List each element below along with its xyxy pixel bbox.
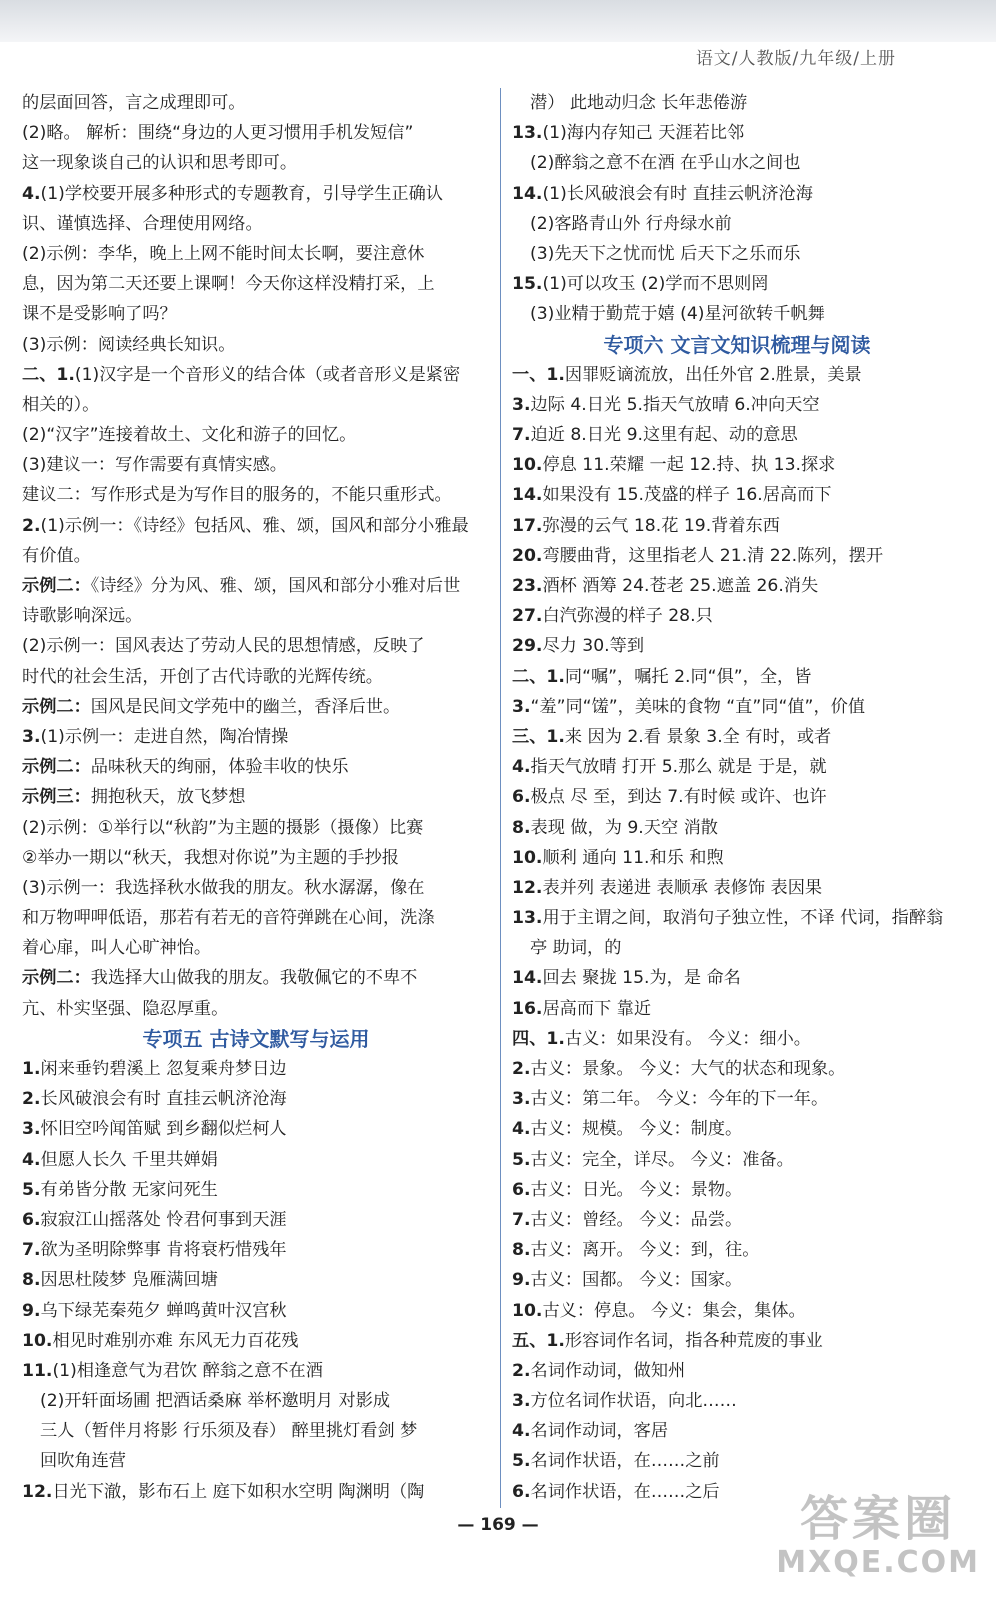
answer-text: 名词作动词，客居 <box>530 1421 669 1442</box>
item-number: 二、1. <box>512 666 565 687</box>
answer-text: 和万物呷呷低语，那若有若无的音符弹跳在心间，洗涤 <box>22 908 435 929</box>
answer-text: 白汽弥漫的样子 28.只 <box>542 606 713 627</box>
item-number: 13. <box>512 123 543 144</box>
answer-line <box>22 1265 490 1295</box>
answer-line <box>512 1145 962 1175</box>
answer-text: 亭 助词，的 <box>530 938 622 959</box>
item-number: 5. <box>512 1451 531 1472</box>
item-number: 10. <box>512 455 543 476</box>
answer-text: 停息 11.荣耀 一起 12.持、执 13.探求 <box>542 455 836 476</box>
section-heading: 专项五 古诗文默写与运用 <box>142 1026 370 1051</box>
answer-text: 古义：第二年。 今义：今年的下一年。 <box>530 1089 829 1110</box>
answer-line <box>512 299 962 329</box>
answer-text: (2)略。 解析：围绕“身边的人更习惯用手机发短信” <box>22 123 414 144</box>
item-number: 4. <box>22 183 41 204</box>
column-divider <box>500 88 501 1508</box>
answer-text: (2)开轩面场圃 把酒话桑麻 举杯邀明月 对影成 <box>40 1391 391 1412</box>
answer-line <box>22 179 490 209</box>
item-number: 3. <box>22 1119 41 1140</box>
answer-line <box>512 1416 962 1446</box>
item-number: 9. <box>22 1300 41 1321</box>
item-number: 3. <box>512 394 531 415</box>
answer-line <box>22 1386 490 1416</box>
item-number: 二、1. <box>22 364 75 385</box>
answer-line <box>512 450 962 480</box>
item-number: 示例二： <box>22 968 91 989</box>
answer-text: 方位名词作状语，向北…… <box>530 1391 737 1412</box>
answer-text: (3)业精于勤荒于嬉 (4)星河欲转千帆舞 <box>530 304 825 325</box>
answer-line <box>512 963 962 993</box>
item-number: 6. <box>512 1179 531 1200</box>
answer-text: 息，因为第二天还要上课啊！今天你这样没精打采，上 <box>22 274 435 295</box>
answer-line <box>512 239 962 269</box>
answer-text: 乌下绿芜秦苑夕 蝉鸣黄叶汉宫秋 <box>40 1300 287 1321</box>
answer-line <box>512 360 962 390</box>
answer-line <box>512 1024 962 1054</box>
answer-text: 名词作动词，做知州 <box>530 1360 686 1381</box>
answer-line <box>22 1205 490 1235</box>
item-number: 5. <box>512 1149 531 1170</box>
answer-text: (1)可以攻玉 (2)学而不思则罔 <box>542 274 769 295</box>
answer-text: (2)客路青山外 行舟绿水前 <box>530 213 732 234</box>
item-number: 17. <box>512 515 543 536</box>
answer-text: 用于主谓之间，取消句子独立性，不译 代词，指醉翁 <box>542 908 944 929</box>
item-number: 4. <box>512 757 531 778</box>
item-number: 示例二： <box>22 696 91 717</box>
item-number: 13. <box>512 908 543 929</box>
item-number: 4. <box>22 1149 41 1170</box>
answer-text: 古义：日光。 今义：景物。 <box>530 1179 743 1200</box>
answer-line <box>22 933 490 963</box>
item-number: 8. <box>512 817 531 838</box>
item-number: 五、1. <box>512 1330 565 1351</box>
answer-text: 日光下澈，影布石上 庭下如积水空明 陶渊明（陶 <box>52 1481 425 1502</box>
answer-text: 课不是受影响了吗？ <box>22 304 177 325</box>
answer-line <box>512 1114 962 1144</box>
item-number: 8. <box>22 1270 41 1291</box>
item-number: 29. <box>512 636 543 657</box>
answer-line <box>22 1145 490 1175</box>
watermark <box>776 1480 980 1580</box>
answer-line <box>22 1477 490 1507</box>
answer-line <box>512 1205 962 1235</box>
answer-text: 寂寂江山摇落处 怜君何事到天涯 <box>40 1209 287 1230</box>
item-number: 示例三： <box>22 787 91 808</box>
answer-text: 因思杜陵梦 凫雁满回塘 <box>40 1270 218 1291</box>
item-number: 9. <box>512 1270 531 1291</box>
answer-text: 指天气放晴 打开 5.那么 就是 于是，就 <box>530 757 827 778</box>
answer-line <box>22 511 490 541</box>
answer-text: (1)示例一：走进自然，陶冶情操 <box>40 726 289 747</box>
item-number: 12. <box>512 877 543 898</box>
answer-text: 《诗经》分为风、雅、颂，国风和部分小雅对后世 <box>90 576 461 596</box>
answer-line <box>512 118 962 148</box>
answer-text: (3)示例一：我选择秋水做我的朋友。秋水潺潺，像在 <box>22 877 425 898</box>
answer-line <box>512 903 962 933</box>
answer-text: 极点 尽 至，到达 7.有时候 或许、也许 <box>530 787 827 808</box>
answer-line <box>512 1175 962 1205</box>
item-number: 示例二： <box>22 757 91 778</box>
answer-line <box>22 963 490 993</box>
answer-line <box>512 752 962 782</box>
answer-line <box>22 1416 490 1446</box>
answer-text: 闲来垂钓碧溪上 忽复乘舟梦日边 <box>40 1059 287 1079</box>
item-number: 2. <box>512 1059 531 1079</box>
answer-text: 国风是民间文学苑中的幽兰，香泽后世。 <box>90 696 401 717</box>
item-number: 四、1. <box>512 1028 565 1049</box>
answer-text: (2)“汉字”连接着故土、文化和游子的回忆。 <box>22 425 357 446</box>
answer-line <box>512 88 962 118</box>
item-number: 14. <box>512 968 543 989</box>
answer-text: 三人（暂伴月将影 行乐须及春） 醉里挑灯看剑 梦 <box>40 1421 418 1442</box>
answer-line <box>22 420 490 450</box>
item-number: 7. <box>22 1240 41 1261</box>
answer-line <box>22 601 490 631</box>
item-number: 3. <box>512 1391 531 1412</box>
answer-line <box>22 782 490 812</box>
answer-text: 拥抱秋天，放飞梦想 <box>90 787 246 808</box>
answer-text: 欲为圣明除弊事 肯将衰朽惜残年 <box>40 1240 287 1261</box>
answer-text: 迫近 8.日光 9.这里有起、动的意思 <box>530 425 798 446</box>
answer-line <box>22 994 490 1024</box>
answer-line <box>22 873 490 903</box>
item-number: 10. <box>512 1300 543 1321</box>
answer-text: 古义：景象。 今义：大气的状态和现象。 <box>530 1059 846 1079</box>
answer-text: ②举办一期以“秋天，我想对你说”为主题的手抄报 <box>22 847 399 868</box>
answer-text: 这一现象谈自己的认识和思考即可。 <box>22 153 298 174</box>
answer-text: 有弟皆分散 无家问死生 <box>40 1179 218 1200</box>
answer-line <box>512 420 962 450</box>
answer-text: 居高而下 靠近 <box>542 998 652 1019</box>
answer-line <box>22 118 490 148</box>
answer-line <box>22 813 490 843</box>
answer-line <box>22 1114 490 1144</box>
answer-line <box>512 601 962 631</box>
answer-text: (2)示例：①举行以“秋韵”为主题的摄影（摄像）比赛 <box>22 817 424 838</box>
answer-text: 名词作状语，在……之前 <box>530 1451 720 1472</box>
answer-line <box>22 1084 490 1114</box>
answer-text: 因罪贬谪流放，出任外官 2.胜景，美景 <box>564 364 862 385</box>
item-number: 6. <box>512 787 531 808</box>
item-number: 8. <box>512 1240 531 1261</box>
item-number: 4. <box>512 1421 531 1442</box>
answer-line <box>22 480 490 510</box>
answer-text: 古义：离开。 今义：到，往。 <box>530 1240 760 1261</box>
watermark-text: 答案圈 <box>800 1491 957 1547</box>
answer-text: (3)建议一：写作需要有真情实感。 <box>22 455 287 476</box>
answer-text: “羞”同“馐”，美味的食物 “直”同“值”，价值 <box>530 696 866 717</box>
page-number: — 169 — <box>457 1515 539 1535</box>
answer-line <box>512 148 962 178</box>
answer-text: (3)先天下之忧而忧 后天下之乐而乐 <box>530 243 801 264</box>
item-number: 11. <box>22 1360 53 1381</box>
answer-line <box>22 450 490 480</box>
left-column <box>22 88 490 1507</box>
answer-line <box>22 722 490 752</box>
item-number: 20. <box>512 545 543 566</box>
item-number: 23. <box>512 576 543 596</box>
answer-line <box>22 148 490 178</box>
answer-line <box>512 631 962 661</box>
answer-text: 识、谨慎选择、合理使用网络。 <box>22 213 263 234</box>
answer-line <box>22 209 490 239</box>
item-number: 12. <box>22 1481 53 1502</box>
answer-line <box>512 1235 962 1265</box>
answer-text: 怀旧空吟闻笛赋 到乡翻似烂柯人 <box>40 1119 287 1140</box>
answer-line <box>22 1446 490 1476</box>
answer-text: (2)示例：李华，晚上上网不能时间太长啊，要注意休 <box>22 243 425 264</box>
answer-line <box>22 1296 490 1326</box>
answer-text: (1)海内存知己 天涯若比邻 <box>542 123 745 144</box>
answer-text: 有价值。 <box>22 545 91 566</box>
answer-text: 我选择大山做我的朋友。我敬佩它的不卑不 <box>90 968 418 989</box>
answer-text: 古义：停息。 今义：集会，集体。 <box>542 1300 806 1321</box>
answer-text: 古义：如果没有。 今义：细小。 <box>564 1028 811 1049</box>
item-number: 27. <box>512 606 543 627</box>
item-number: 2. <box>512 1360 531 1381</box>
answer-line <box>512 1386 962 1416</box>
answer-text: (3)示例：阅读经典长知识。 <box>22 334 236 355</box>
answer-text: 边际 4.日光 5.指天气放晴 6.冲向天空 <box>530 394 820 415</box>
answer-text: 着心扉，叫人心旷神怡。 <box>22 938 212 959</box>
answer-text: 时代的社会生活，开创了古代诗歌的光辉传统。 <box>22 666 383 687</box>
answer-text: 亢、朴实坚强、隐忍厚重。 <box>22 998 229 1019</box>
answer-line <box>22 692 490 722</box>
answer-text: 建议二：写作形式是为写作目的服务的，不能只重形式。 <box>22 485 452 506</box>
answer-text: 品味秋天的绚丽，体验丰收的快乐 <box>90 757 349 778</box>
answer-text: 古义：曾经。 今义：品尝。 <box>530 1209 743 1230</box>
answer-line <box>512 541 962 571</box>
answer-line <box>22 239 490 269</box>
answer-line <box>512 1446 962 1476</box>
answer-text: 表现 做，为 9.天空 消散 <box>530 817 718 838</box>
answer-line <box>512 179 962 209</box>
answer-line <box>512 1356 962 1386</box>
answer-line <box>22 843 490 873</box>
answer-line <box>22 1175 490 1205</box>
answer-line <box>512 933 962 963</box>
answer-line <box>512 994 962 1024</box>
item-number: 15. <box>512 274 543 295</box>
answer-text: 同“嘱”，嘱托 2.同“俱”，全，皆 <box>564 666 812 687</box>
item-number: 3. <box>512 1089 531 1110</box>
answer-line <box>512 480 962 510</box>
answer-line <box>512 390 962 420</box>
answer-line <box>512 1084 962 1114</box>
answer-line <box>22 752 490 782</box>
answer-line <box>22 299 490 329</box>
answer-line <box>512 782 962 812</box>
right-column <box>512 88 962 1507</box>
answer-text: 古义：规模。 今义：制度。 <box>530 1119 743 1140</box>
answer-text: 顺利 通向 11.和乐 和煦 <box>542 847 724 868</box>
answer-line <box>512 1326 962 1356</box>
item-number: 14. <box>512 485 543 506</box>
answer-line <box>512 571 962 601</box>
item-number: 6. <box>512 1481 531 1502</box>
item-number: 一、1. <box>512 364 565 385</box>
item-number: 14. <box>512 183 543 204</box>
answer-line <box>22 1326 490 1356</box>
answer-text: (1)相逢意气为君饮 醉翁之意不在酒 <box>52 1360 323 1381</box>
answer-text: 形容词作名词，指各种荒废的事业 <box>564 1330 823 1351</box>
answer-line <box>512 873 962 903</box>
top-bar <box>0 0 996 42</box>
answer-line <box>22 390 490 420</box>
answer-line <box>512 269 962 299</box>
answer-line <box>512 1296 962 1326</box>
answer-text: 来 因为 2.看 景象 3.全 有时，或者 <box>564 726 832 747</box>
answer-text: 诗歌影响深远。 <box>22 606 143 627</box>
answer-text: (1)学校要开展多种形式的专题教育，引导学生正确认 <box>40 183 443 204</box>
subject-tag: 语文/人教版/九年级/上册 <box>695 49 896 69</box>
item-number: 5. <box>22 1179 41 1200</box>
answer-line <box>512 722 962 752</box>
answer-text: 长风破浪会有时 直挂云帆济沧海 <box>40 1089 287 1110</box>
answer-text: 但愿人长久 千里共婵娟 <box>40 1149 218 1170</box>
answer-line <box>22 88 490 118</box>
answer-text: 回去 聚拢 15.为，是 命名 <box>542 968 741 989</box>
answer-line <box>512 843 962 873</box>
item-number: 示例二： <box>22 576 91 596</box>
answer-line <box>512 813 962 843</box>
item-number: 三、1. <box>512 726 565 747</box>
answer-line <box>512 1265 962 1295</box>
answer-text: 相见时难别亦难 东风无力百花残 <box>52 1330 299 1351</box>
answer-text: 弥漫的云气 18.花 19.背着东西 <box>542 515 780 536</box>
answer-line <box>512 511 962 541</box>
answer-text: 古义：完全，详尽。 今义：准备。 <box>530 1149 794 1170</box>
section-heading: 专项六 文言文知识梳理与阅读 <box>603 332 871 357</box>
answer-text: 表并列 表递进 表顺承 表修饰 表因果 <box>542 877 823 898</box>
answer-line <box>512 662 962 692</box>
answer-text: 如果没有 15.茂盛的样子 16.居高而下 <box>542 485 832 506</box>
answer-line <box>22 360 490 390</box>
answer-text: (1)长风破浪会有时 直挂云帆济沧海 <box>542 183 813 204</box>
answer-line <box>22 1054 490 1084</box>
answer-line <box>22 1356 490 1386</box>
answer-line <box>22 330 490 360</box>
answer-line <box>22 662 490 692</box>
answer-line <box>22 269 490 299</box>
answer-text: 名词作状语，在……之后 <box>530 1481 720 1502</box>
item-number: 2. <box>22 515 41 536</box>
answer-text: 酒杯 酒筹 24.苍老 25.遮盖 26.消失 <box>542 576 819 596</box>
item-number: 4. <box>512 1119 531 1140</box>
item-number: 2. <box>22 1089 41 1110</box>
item-number: 7. <box>512 1209 531 1230</box>
answer-text: 古义：国都。 今义：国家。 <box>530 1270 743 1291</box>
answer-text: 回吹角连营 <box>40 1451 126 1472</box>
answer-text: 的层面回答，言之成理即可。 <box>22 93 246 113</box>
answer-text: 尽力 30.等到 <box>542 636 645 657</box>
answer-text: (2)示例一：国风表达了劳动人民的思想情感，反映了 <box>22 636 425 657</box>
answer-text: 相关的）。 <box>22 394 100 415</box>
answer-line <box>22 541 490 571</box>
answer-line <box>22 903 490 933</box>
answer-line <box>22 631 490 661</box>
item-number: 3. <box>22 726 41 747</box>
answer-text: (2)醉翁之意不在酒 在乎山水之间也 <box>530 153 801 174</box>
item-number: 6. <box>22 1209 41 1230</box>
answer-line <box>512 209 962 239</box>
watermark-url: MXQE.COM <box>776 1545 980 1580</box>
item-number: 3. <box>512 696 531 717</box>
answer-text: (1)汉字是一个音形义的结合体（或者音形义是紧密 <box>74 364 461 385</box>
answer-text: (1)示例一：《诗经》包括风、雅、颂，国风和部分小雅最 <box>40 515 469 536</box>
answer-text: 弯腰曲背，这里指老人 21.清 22.陈列，摆开 <box>542 545 884 566</box>
answer-text: 潜） 此地动归念 长年悲倦游 <box>530 93 748 113</box>
item-number: 10. <box>512 847 543 868</box>
item-number: 16. <box>512 998 543 1019</box>
answer-line <box>512 692 962 722</box>
answer-line <box>22 1235 490 1265</box>
answer-line <box>22 571 490 601</box>
item-number: 1. <box>22 1059 41 1079</box>
answer-line <box>512 1054 962 1084</box>
item-number: 7. <box>512 425 531 446</box>
item-number: 10. <box>22 1330 53 1351</box>
